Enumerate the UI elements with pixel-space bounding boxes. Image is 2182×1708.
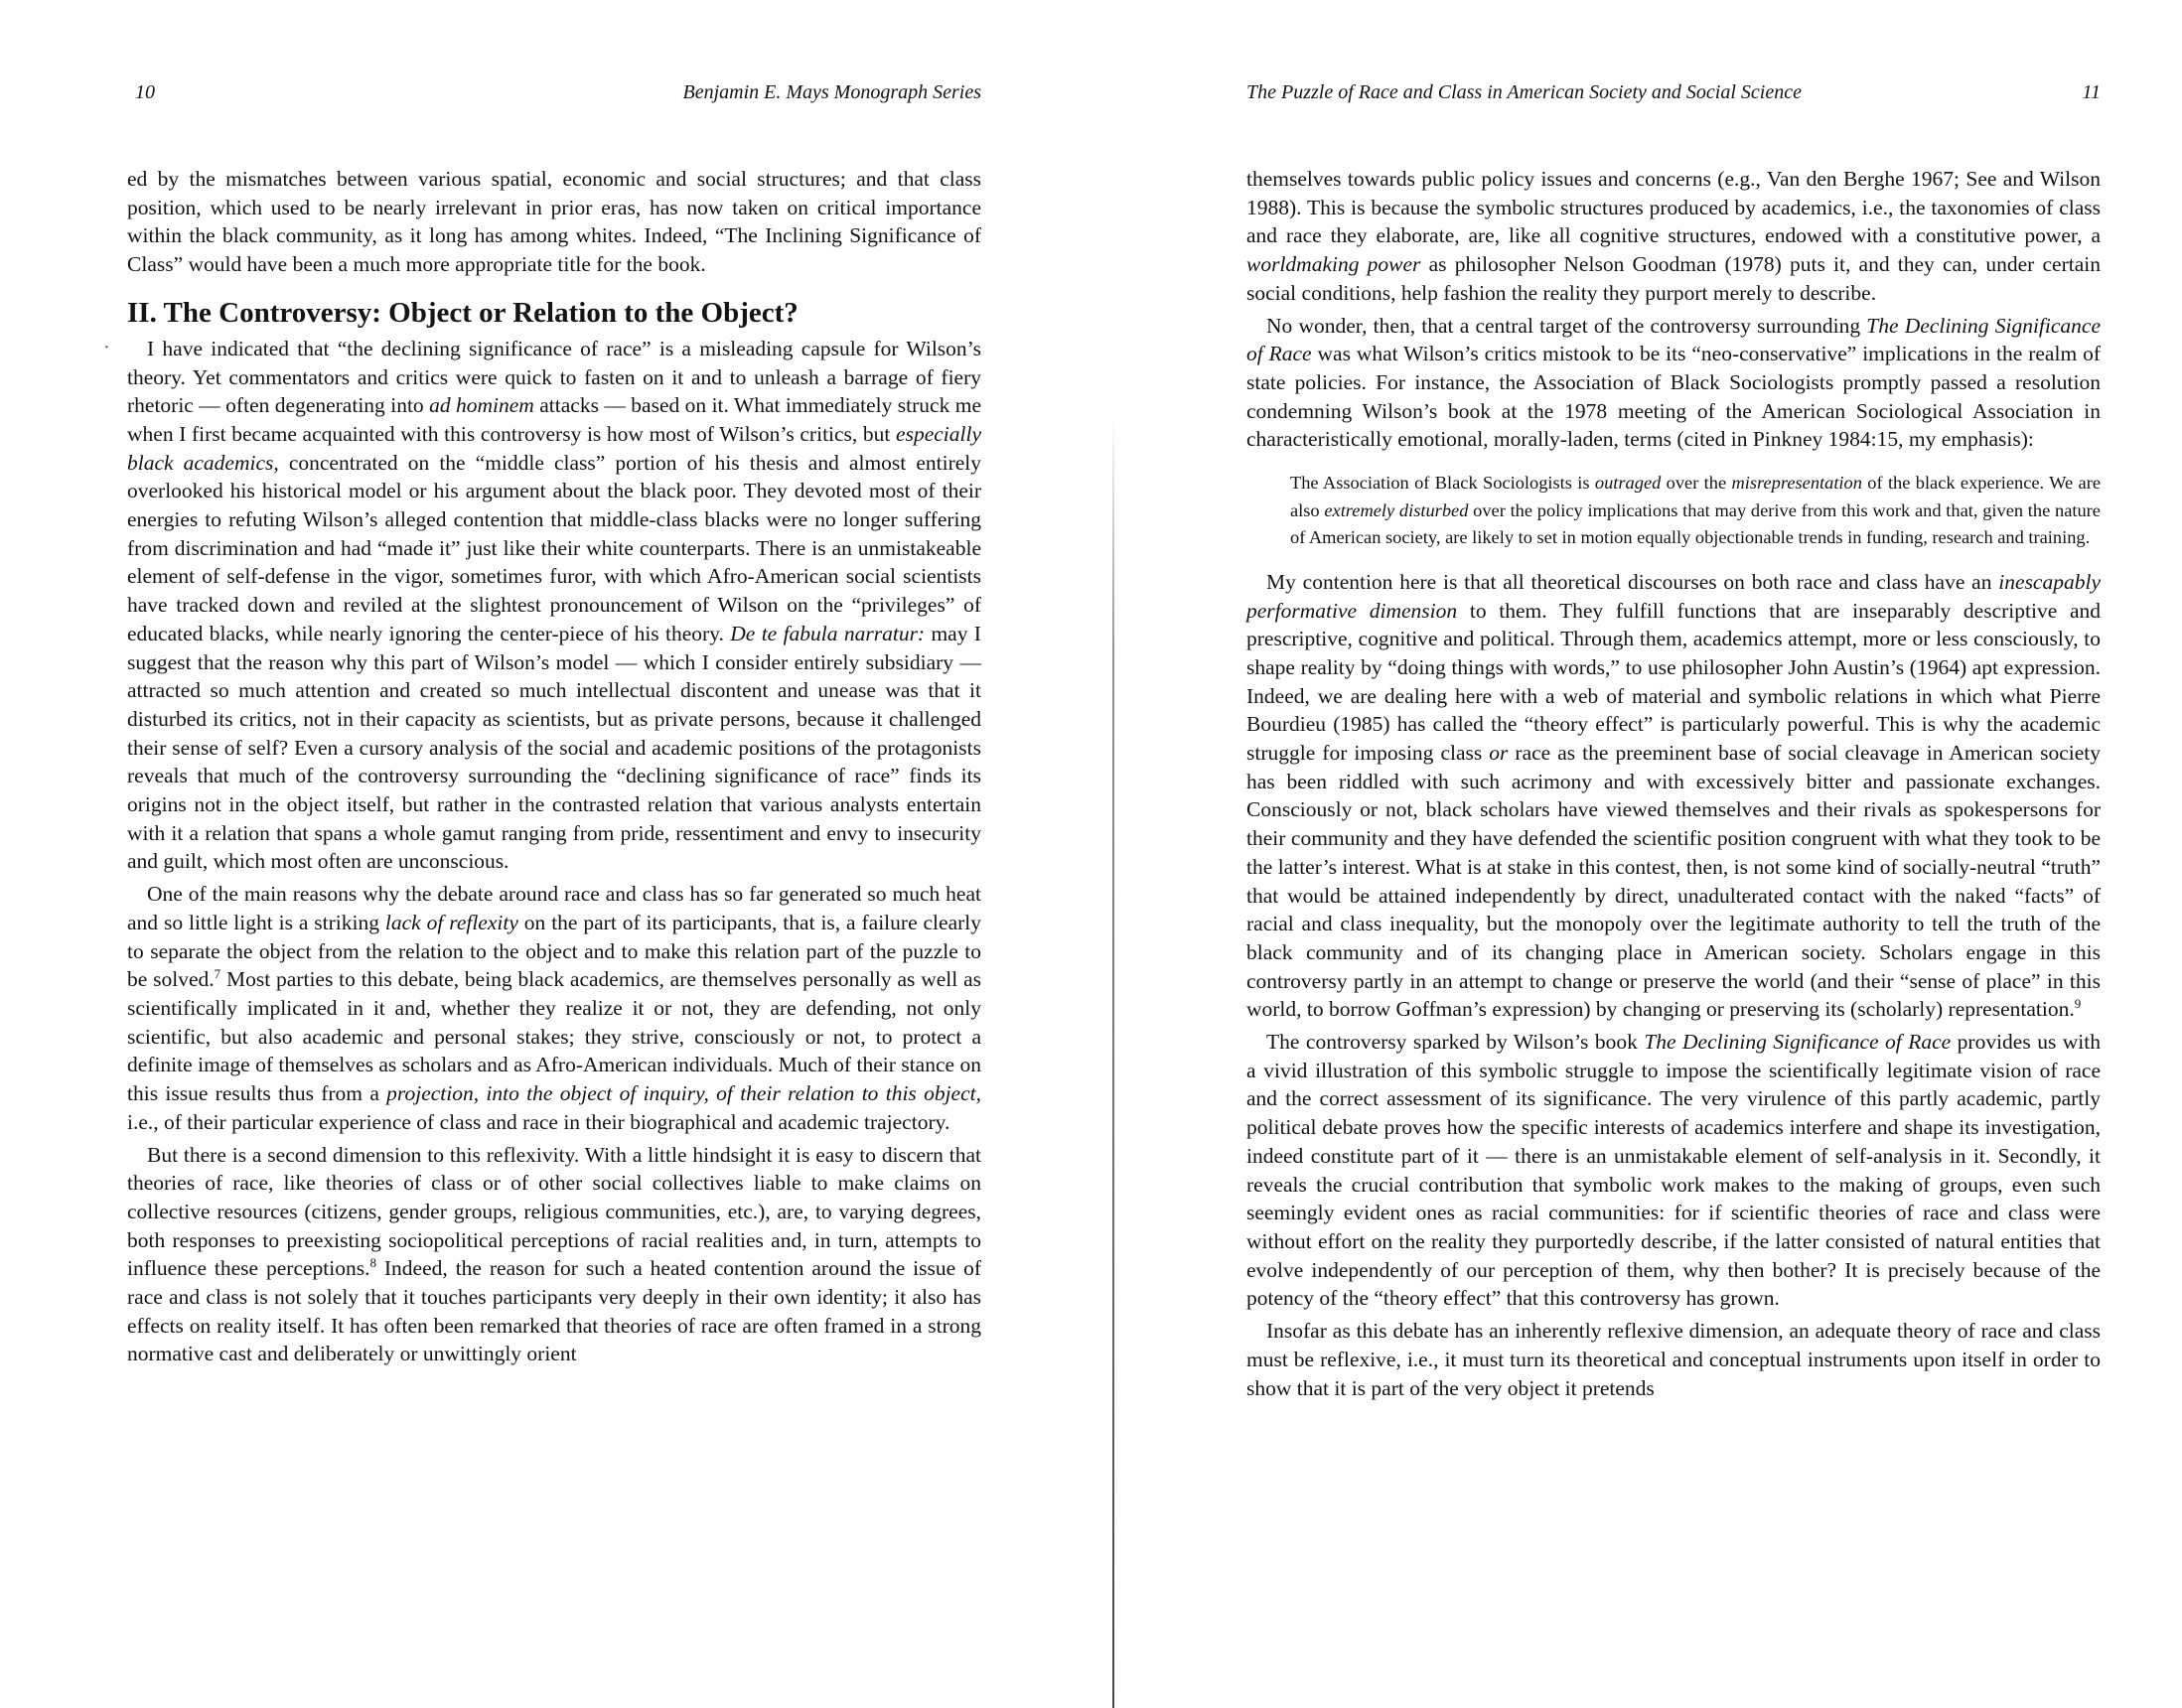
left-running-head <box>127 77 981 107</box>
quote-d: over the policy implications that may derive from this work and that, given the nature of American society, are likely to set in motion equally objectionable trends in funding, research and training. <box>1290 499 2101 548</box>
right-p5-text: Insofar as this debate has an inherently reflexive dimension, an adequate theory of race and class must be reflexive, i.e., it must turn its theoretical and conceptual instruments upon itself in order to show that it is part of the very object it pretends <box>1246 1319 2101 1400</box>
quote-b-em: misrepresentation <box>1731 473 1862 494</box>
right-p1-a: themselves towards public policy issues and concerns (e.g., Van den Berghe 1967; See and Wilson 1988). This is because the symbolic structures produced by academics, i.e., the taxonomies of class and race they elaborate, are, like all cognitive structures, endowed with a constitutive power, a <box>1246 167 2101 248</box>
left-paragraph-4 <box>127 1141 981 1369</box>
left-p3-b: on the part of its participants, that is, a failure clearly to separate the object from the relation to the object and to make this relation part of the puzzle to be solved. <box>127 910 981 992</box>
book-gutter <box>1112 417 1114 1708</box>
right-running-head <box>1246 77 2101 107</box>
left-page-number: 10 <box>135 81 155 103</box>
left-p3-d: i.e., of their particular experience of class and race in their biographical and academic trajectory. <box>127 1109 950 1134</box>
left-page <box>127 0 981 1686</box>
right-p4-b: provides us with a vivid illustration of this symbolic struggle to impose the scientifically legitimate vision of race and the correct assessment of its significance. The very virulence of this partly academic, partly political debate proves how the specific interests of academics interfere and shape its investigation, indeed constitute part of it — there is an unmistakable element of self-analysis in it. Secondly, it reveals the crucial contribution that symbolic work makes to the making of groups, even such seemingly evident ones as racial communities: for if scientific theories of race and class were without effort on the reality they purportedly describe, if the latter consisted of natural entities that evolve independently of our perception of them, why then bother? It is precisely because of the potency of the “theory effect” that this controversy has grown. <box>1246 1030 2101 1311</box>
quote-b: over the <box>1661 473 1732 494</box>
quote-c-em: extremely disturbed <box>1324 499 1469 520</box>
left-paragraph-1 <box>127 165 981 279</box>
left-p1-text: ed by the mismatches between various spatial, economic and social structures; and that class position, which used to be nearly irrelevant in prior eras, has now taken on critical importance within the black community, as it long has among whites. Indeed, “The Inclining Significance of Class” would have been a much more appropriate title for the book. <box>127 167 981 277</box>
quote-a-em: outraged <box>1594 473 1662 494</box>
quote-c: of the black experience. We are also <box>1290 473 2102 520</box>
right-paragraph-2 <box>1246 312 2101 455</box>
right-p3-b: to them. They fulfill functions that are inseparably descriptive and prescriptive, cognitive and political. Through them, academics attempt, more or less consciously, to shape reality by “doing things with words,” to use philosopher John Austin’s (1964) apt expression. Indeed, we are dealing here with a web of material and symbolic relations in which what Pierre Bourdieu (1985) has called the “theory effect” is particularly powerful. This is why the academic struggle for imposing class <box>1246 598 2101 766</box>
right-p1-a-em: worldmaking power <box>1246 252 1421 277</box>
left-p4-b: Indeed, the reason for such a heated contention around the issue of race and class is not solely that it touches participants very deeply in their own identity; it also has effects on reality itself. It has often been remarked that theories of race are often framed in a strong normative cast and deliberately or unwittingly orient <box>127 1256 981 1366</box>
left-paragraph-3 <box>127 880 981 1136</box>
left-running-title: Benjamin E. Mays Monograph Series <box>682 81 981 103</box>
right-p2-b: was what Wilson’s critics mistook to be its “neo-conservative” implications in the realm of state policies. For instance, the Association of Black Sociologists promptly passed a resolution condemning Wilson’s book at the 1978 meeting of the American Sociological Association in characteristically emotional, morally-laden, terms (cited in Pinkney 1984:15, my emphasis): <box>1246 342 2101 452</box>
right-p3-a-em: inescapably performative dimension <box>1246 569 2101 623</box>
right-p3-b-em: or <box>1489 741 1509 766</box>
right-page-body <box>1246 165 2101 1402</box>
right-p2-a: No wonder, then, that a central target of the controversy surrounding <box>1266 313 1867 338</box>
left-p2-c-em: De te fabula narratur: <box>730 621 926 645</box>
left-p4-a: But there is a second dimension to this reflexivity. With a little hindsight it is easy to discern that theories of race, like theories of class or of other social collectives liable to make claims on collective resources (citizens, gender groups, religious communities, etc.), are, to varying degrees, both responses to preexisting sociopolitical perceptions of racial realities and, in turn, attempts to influence these perceptions. <box>127 1142 981 1281</box>
left-p2-a: I have indicated that “the declining significance of race” is a misleading capsule for Wilson’s theory. Yet commentators and critics were quick to fasten on it and to unleash a barrage of fiery rhetoric — often degenerating into <box>127 336 981 418</box>
right-paragraph-1 <box>1246 165 2101 308</box>
block-quote <box>1290 470 2101 552</box>
right-paragraph-3 <box>1246 568 2101 1024</box>
right-paragraph-5 <box>1246 1317 2101 1402</box>
left-p3-c: Most parties to this debate, being black academics, are themselves personally as well as scientifically implicated in it and, whether they realize it or not, they are defending, not only scientific, but also academic and personal stakes; they strive, consciously or not, to protect a definite image of themselves as scholars and as Afro-American individuals. Much of their stance on this issue results thus from a <box>127 967 981 1106</box>
right-running-title: The Puzzle of Race and Class in American Society and Social Science <box>1246 81 1802 103</box>
left-p2-c: concentrated on the “middle class” portion of his thesis and almost entirely overlooked his historical model or his argument about the black poor. They devoted most of their energies to refuting Wilson’s alleged contention that middle-class blacks were no longer suffering from discrimination and had “made it” just like their white counterparts. There is an unmistakeable element of self-defense in the vigor, sometimes furor, with which Afro-American social scientists have tracked down and reviled at the slightest pronouncement of Wilson on the “privileges” of educated blacks, while nearly ignoring the center-piece of his theory. <box>127 450 981 645</box>
right-p1-b: as philosopher Nelson Goodman (1978) puts it, and they can, under certain social conditions, help fashion the reality they purport merely to describe. <box>1246 252 2101 305</box>
footnote-marker-7: 7 <box>214 966 221 982</box>
right-p3-c: race as the preeminent base of social cleavage in American society has been riddled with such acrimony and with excessively bitter and passionate exchanges. Consciously or not, black scholars have viewed themselves and their rivals as spokespersons for their community and they have defended the scientific position congruent with what they took to be the latter’s interest. What is at stake in this contest, then, is not some kind of socially-neutral “truth” that would be attained independently by direct, unadulterated contact with the naked “facts” of racial and class inequality, but the monopoly over the legitimate authority to tell the truth of the black community and of its changing place in American society. Scholars engage in this controversy partly in an attempt to change or preserve the world (and their “sense of place” in this world, to borrow Goffman’s expression) by changing or preserving its (scholarly) representation. <box>1246 741 2101 1022</box>
left-p2-b: attacks — based on it. What immediately struck me when I first became acquainted with this controversy is how most of Wilson’s critics, but <box>127 393 981 446</box>
left-paragraph-2 <box>127 335 981 876</box>
left-p2-d: may I suggest that the reason why this part of Wilson’s model — which I consider entirely subsidiary — attracted so much attention and created so much intellectual discontent and unease was that it disturbed its critics, not in their capacity as scientists, but as private persons, because it challenged their sense of self? Even a cursory analysis of the social and academic positions of the protagonists reveals that much of the controversy surrounding the “declining significance of race” finds its origins not in the object itself, but rather in the contrasted relation that various analysts entertain with it a relation that spans a whole gamut ranging from pride, ressentiment and envy to insecurity and guilt, which most often are unconscious. <box>127 621 981 874</box>
left-p3-c-em: projection, into the object of inquiry, of their relation to this object, <box>386 1081 981 1106</box>
left-p2-a-em: ad hominem <box>429 393 534 418</box>
right-p2-a-em: The Declining Significance of Race <box>1246 313 2102 366</box>
section-heading: II. The Controversy: Object or Relation to the Object? <box>127 296 799 329</box>
right-page <box>1246 0 2101 1686</box>
right-p4-a: The controversy sparked by Wilson’s book <box>1266 1030 1645 1055</box>
quote-a: The Association of Black Sociologists is <box>1290 473 1595 494</box>
left-p3-a: One of the main reasons why the debate around race and class has so far generated so much heat and so little light is a striking <box>127 882 981 934</box>
footnote-marker-9: 9 <box>2074 996 2082 1012</box>
left-p3-a-em: lack of reflexity <box>384 910 518 934</box>
right-paragraph-4 <box>1246 1028 2101 1313</box>
left-page-body <box>127 165 981 1368</box>
footnote-marker-8: 8 <box>369 1255 376 1271</box>
right-p3-a: My contention here is that all theoretical discourses on both race and class have an <box>1266 569 1999 594</box>
right-p4-a-em: The Declining Significance of Race <box>1644 1030 1952 1055</box>
right-page-number: 11 <box>2082 81 2101 103</box>
margin-mark: · <box>103 337 110 358</box>
left-p2-b-em: especially black academics, <box>127 421 981 475</box>
